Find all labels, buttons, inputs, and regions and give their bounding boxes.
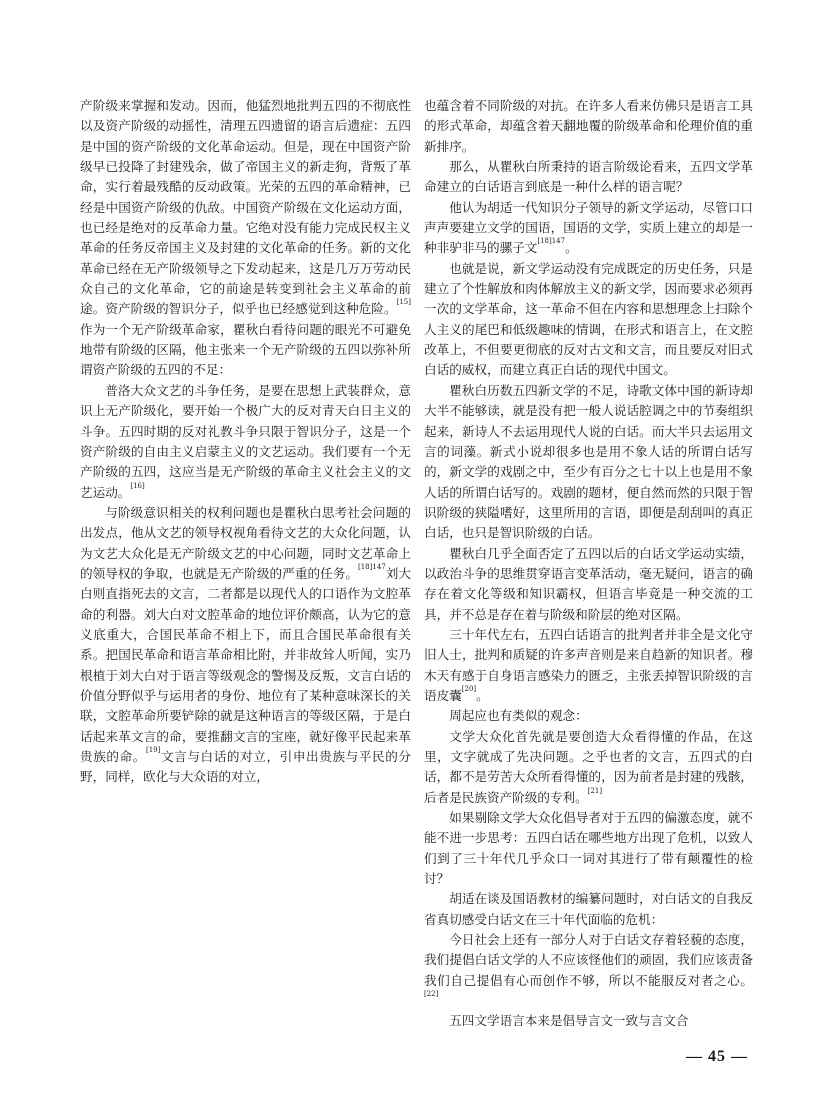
paragraph: 产阶级来掌握和发动。因而，他猛烈地批判五四的不彻底性以及资产阶级的动摇性，清理五四遗留的语言后遗症：五四是中国的资产阶级的文化革命运动。但是，现在中国资产阶级早已投降了封建残余，做了帝国主义的新走狗，背叛了革命，实行着最残酷的反动政策。光荣的五四的革命精神，已经是中国资产阶级的仇敌。中国资产阶级在文化运动方面，也已经是绝对的反革命力量。它绝对没有能力完成民权主义革命的任务反帝国主义及封建的文化革命的任务。新的文化革命已经在无产阶级领导之下发动起来，这是几万万劳动民众自己的文化革命，它的前途是转变到社会主义革命的前途。资产阶级的智识分子，似乎也已经感觉到这种危险。[15]作为一个无产阶级革命家，瞿秋白看待问题的眼光不可避免地带有阶级的区隔，他主张来一个无产阶级的五四以弥补所谓资产阶级的五四的不足： (80, 98, 411, 378)
quote-paragraph: 今日社会上还有一部分人对于白话文存着轻藐的态度，我们提倡白话文学的人不应该怪他们的顽固，我们应该责备我们自己提倡有心而创作不够，所以不能服反对者之心。[22] (424, 932, 753, 999)
paragraph: 他认为胡适一代知识分子领导的新文学运动，尽管口口声声要建立文学的国语，国语的文学，实质上建立的却是一种非驴非马的骡子文$^{[18]147}$。 (424, 199, 753, 256)
quote-paragraph: 文学大众化首先就是要创造大众看得懂的作品，在这里，文字就成了先决问题。之乎也者的文言，五四式的白话，都不是劳苦大众所看得懂的，因为前者是封建的残骸，后者是民族资产阶级的专利。[21] (424, 728, 753, 805)
paragraph: 如果剔除文学大众化倡导者对于五四的偏激态度，就不能不进一步思考：五四白话在哪些地方出现了危机，以致人们到了三十年代几乎众口一词对其进行了带有颠覆性的检讨？ (424, 810, 753, 887)
right-column (424, 96, 753, 1032)
paragraph: 瞿秋白历数五四新文学的不足，诗歌文体中国的新诗却大半不能够读，就是没有把一般人说话腔调之中的节奏组织起来，新诗人不去运用现代人说的白话。而大半只去运用文言的词藻。新式小说却很多也是用不象人话的所谓白话写的，新文学的戏剧之中，至少有百分之七十以上也是用不象人话的所谓白话写的。戏剧的题材，便自然而然的只限于智识阶级的狭隘嗜好，这里所用的言语，即便是刮刮叫的真正白话，也只是智识阶级的白话。 (424, 382, 753, 541)
paragraph: 瞿秋白几乎全面否定了五四以后的白话文学运动实绩，以政治斗争的思维贯穿语言变革活动，毫无疑问，语言的确存在着文化等级和知识霸权，但语言毕竟是一种交流的工具，并不总是存在着与阶级和阶层的绝对区隔。 (424, 545, 753, 622)
paragraph: 胡适在谈及国语教材的编纂问题时，对白话文的自我反省真切感受白话文在三十年代面临的危机： (424, 891, 753, 927)
paragraph: 三十年代左右，五四白话语言的批判者并非全是文化守旧人士，批判和质疑的许多声音则是来自趋新的知识者。穆木天有感于自身语言感染力的匮乏，主张丢掉智识阶级的言语皮囊[20]。 (424, 626, 753, 703)
paragraph: 周起应也有类似的观念： (449, 708, 588, 724)
paragraph: 也就是说，新文学运动没有完成既定的历史任务，只是建立了个性解放和肉体解放主义的新文学，因而要求必须再一次的文学革命，这一革命不但在内容和思想理念上扫除个人主义的尾巴和低级趣味的情调，在形式和语言上，在文腔改革上，不但要更彻底的反对古文和文言，而且要反对旧式白话的威权，而建立真正白话的现代中国文。 (424, 260, 753, 378)
paragraph: 五四文学语言本来是倡导言文一致与言文合 (449, 1013, 689, 1029)
left-column (80, 96, 411, 788)
paragraph: 与阶级意识相关的权利问题也是瞿秋白思考社会问题的出发点，他从文艺的领导权视角看待文艺的大众化问题，认为文艺大众化是无产阶级文艺的中心问题，同时文艺革命上的领导权的争取，也就是无产阶级的严重的任务。$^{[18]147}$刘大白则直指死去的文言，二者都是以现代人的口语作为文腔革命的利器。刘大白对文腔革命的地位评价颇高，认为它的意义底重大，合国民革命不相上下，而且合国民革命很有关系。把国民革命和语言革命相比附，并非故耸人听闻，实乃根植于刘大白对于语言等级观念的警惕及反叛，文言白话的价值分野似乎与运用者的身份、地位有了某种意味深长的关联，文腔革命所要铲除的就是这种语言的等级区隔，于是白话起来革文言的命，要推翻文言的宝座，就好像平民起来革贵族的命。[19]文言与白话的对立，引申出贵族与平民的分野，同样，欧化与大众语的对立， (80, 504, 412, 785)
paragraph: 那么，从瞿秋白所秉持的语言阶级论看来，五四文学革命建立的白话语言到底是一种什么样的语言呢？ (424, 159, 753, 195)
quote-paragraph: 普洛大众文艺的斗争任务，是要在思想上武装群众，意识上无产阶级化，要开始一个极广大的反对青天白日主义的斗争。五四时期的反对礼教斗争只限于智识分子，这是一个资产阶级的自由主义启蒙主义的文艺运动。我们要有一个无产阶级的五四，这应当是无产阶级的革命主义社会主义的文艺运动。[16] (80, 382, 411, 500)
page-number: — 45 — (686, 1048, 748, 1065)
paragraph: 也蕴含着不同阶级的对抗。在许多人看来仿佛只是语言工具的形式革命，却蕴含着天翻地覆的阶级革命和伦理价值的重新排序。 (424, 98, 753, 154)
